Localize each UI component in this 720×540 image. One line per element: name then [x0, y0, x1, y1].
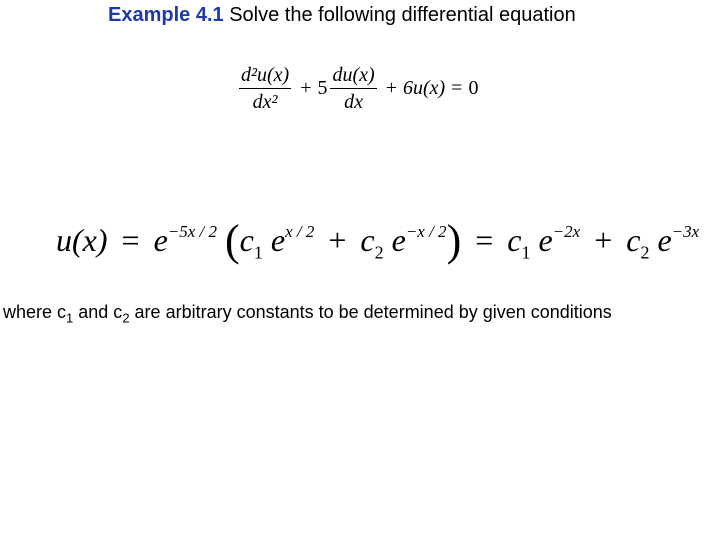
right-paren: ): [446, 216, 462, 265]
plus-sign: +: [385, 77, 397, 99]
constant-c: c: [360, 222, 375, 258]
coefficient-five: 5: [317, 77, 328, 99]
solution-lhs: u(x): [56, 222, 108, 258]
example-label: Example 4.1: [108, 4, 224, 26]
exponent: −3x: [671, 222, 700, 242]
exponent: x / 2: [285, 222, 315, 242]
exponent: −2x: [552, 222, 581, 242]
equals-sign: =: [475, 222, 494, 258]
first-derivative-denominator: dx: [344, 91, 364, 113]
left-paren: (: [225, 216, 240, 265]
plus-sign: +: [328, 222, 347, 258]
second-derivative-numerator: d²u(x): [239, 62, 291, 89]
differential-equation: [236, 62, 478, 115]
constant-c: c: [239, 222, 254, 258]
first-derivative-numerator: du(x): [330, 62, 376, 89]
second-derivative-fraction: [239, 62, 291, 115]
general-solution-equation: [56, 210, 699, 271]
exp-base: e: [657, 222, 672, 258]
note-text: where c: [3, 302, 67, 322]
constant-subscript: 1: [521, 242, 531, 263]
equals-sign: =: [451, 77, 463, 99]
right-hand-side: 0: [468, 77, 479, 99]
exp-base: e: [391, 222, 406, 258]
note-text: and c: [73, 302, 123, 322]
first-derivative-fraction: [330, 62, 376, 115]
note-subscript: 2: [122, 310, 130, 326]
note-subscript: 1: [66, 310, 74, 326]
exp-base: e: [153, 222, 168, 258]
constant-subscript: 1: [253, 242, 263, 263]
plus-sign: +: [300, 77, 312, 99]
third-term: 6u(x): [402, 77, 446, 99]
exponent: −5x / 2: [167, 222, 218, 242]
exp-base: e: [538, 222, 553, 258]
constant-subscript: 2: [640, 242, 650, 263]
exponent: −x / 2: [405, 222, 447, 242]
equals-sign: =: [121, 222, 140, 258]
constant-subscript: 2: [374, 242, 384, 263]
note-text: are arbitrary constants to be determined by given conditions: [129, 302, 612, 322]
constants-note: [3, 300, 612, 324]
slide-heading: [108, 2, 576, 28]
constant-c: c: [507, 222, 522, 258]
plus-sign: +: [594, 222, 613, 258]
heading-text: Solve the following differential equation: [229, 4, 576, 26]
exp-base: e: [270, 222, 286, 258]
second-derivative-denominator: dx²: [252, 91, 278, 113]
constant-c: c: [626, 222, 641, 258]
